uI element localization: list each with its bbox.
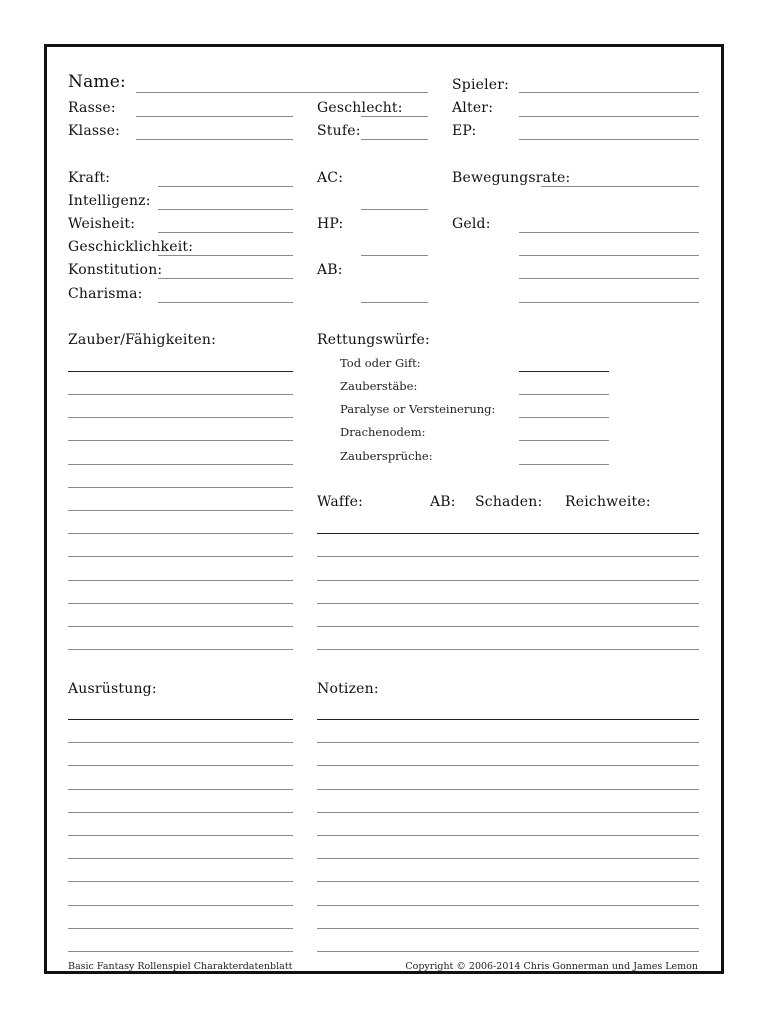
zauber-line[interactable] xyxy=(68,417,293,418)
save-label: Zauberstäbe: xyxy=(340,379,418,393)
zauber-title: Zauber/Fähigkeiten: xyxy=(68,332,217,348)
save-field[interactable] xyxy=(519,464,609,465)
footer-copyright: Copyright © 2006-2014 Chris Gonnerman und James Lemon xyxy=(405,961,698,972)
footer-title: Basic Fantasy Rollenspiel Charakterdatenblatt xyxy=(68,961,293,972)
stufe-field[interactable] xyxy=(361,139,428,140)
name-label: Name: xyxy=(68,72,126,92)
ausruestung-title: Ausrüstung: xyxy=(68,681,157,697)
ep-field[interactable] xyxy=(519,139,699,140)
notizen-line[interactable] xyxy=(317,928,699,929)
zauber-line[interactable] xyxy=(68,626,293,627)
save-label: Tod oder Gift: xyxy=(340,356,421,370)
geschicklichkeit-field[interactable] xyxy=(158,255,293,256)
notizen-line[interactable] xyxy=(317,719,699,720)
kraft-field[interactable] xyxy=(158,186,293,187)
geld-field[interactable] xyxy=(519,278,699,279)
save-field[interactable] xyxy=(519,417,609,418)
intelligenz-label: Intelligenz: xyxy=(68,193,151,209)
weisheit-field[interactable] xyxy=(158,232,293,233)
ausruestung-line[interactable] xyxy=(68,742,293,743)
waffe-line[interactable] xyxy=(317,556,699,557)
reichweite-header: Reichweite: xyxy=(565,494,651,510)
ausruestung-line[interactable] xyxy=(68,951,293,952)
geld-field[interactable] xyxy=(519,232,699,233)
zauber-line[interactable] xyxy=(68,394,293,395)
ausruestung-line[interactable] xyxy=(68,881,293,882)
waffe-line[interactable] xyxy=(317,533,699,534)
notizen-line[interactable] xyxy=(317,881,699,882)
ausruestung-line[interactable] xyxy=(68,719,293,720)
geld-field[interactable] xyxy=(519,255,699,256)
zauber-line[interactable] xyxy=(68,487,293,488)
konstitution-label: Konstitution: xyxy=(68,262,163,278)
ab-field[interactable] xyxy=(361,302,428,303)
name-field[interactable] xyxy=(136,92,428,93)
zauber-line[interactable] xyxy=(68,440,293,441)
ausruestung-line[interactable] xyxy=(68,789,293,790)
ab-label: AB: xyxy=(317,262,343,278)
stufe-label: Stufe: xyxy=(317,123,361,139)
save-label: Paralyse or Versteinerung: xyxy=(340,402,496,416)
weapon-ab-header: AB: xyxy=(430,494,456,510)
geld-label: Geld: xyxy=(452,216,491,232)
notizen-line[interactable] xyxy=(317,765,699,766)
alter-label: Alter: xyxy=(452,100,494,116)
notizen-title: Notizen: xyxy=(317,681,379,697)
notizen-line[interactable] xyxy=(317,789,699,790)
geschlecht-field[interactable] xyxy=(361,116,428,117)
ac-field[interactable] xyxy=(361,209,428,210)
waffe-line[interactable] xyxy=(317,649,699,650)
ac-label: AC: xyxy=(317,170,344,186)
intelligenz-field[interactable] xyxy=(158,209,293,210)
save-label: Zaubersprüche: xyxy=(340,449,433,463)
notizen-line[interactable] xyxy=(317,835,699,836)
notizen-line[interactable] xyxy=(317,951,699,952)
hp-label: HP: xyxy=(317,216,344,232)
charisma-label: Charisma: xyxy=(68,286,143,302)
rasse-label: Rasse: xyxy=(68,100,116,116)
waffe-header: Waffe: xyxy=(317,494,364,510)
kraft-label: Kraft: xyxy=(68,170,111,186)
notizen-line[interactable] xyxy=(317,858,699,859)
zauber-line[interactable] xyxy=(68,649,293,650)
zauber-line[interactable] xyxy=(68,533,293,534)
waffe-line[interactable] xyxy=(317,626,699,627)
spieler-field[interactable] xyxy=(519,92,699,93)
bewegungsrate-label: Bewegungsrate: xyxy=(452,170,571,186)
ausruestung-line[interactable] xyxy=(68,835,293,836)
geschicklichkeit-label: Geschicklichkeit: xyxy=(68,239,194,255)
save-field[interactable] xyxy=(519,440,609,441)
notizen-line[interactable] xyxy=(317,812,699,813)
rettungswuerfe-title: Rettungswürfe: xyxy=(317,332,430,348)
waffe-line[interactable] xyxy=(317,580,699,581)
geschlecht-label: Geschlecht: xyxy=(317,100,403,116)
zauber-line[interactable] xyxy=(68,603,293,604)
ausruestung-line[interactable] xyxy=(68,812,293,813)
schaden-header: Schaden: xyxy=(475,494,543,510)
bewegungsrate-field[interactable] xyxy=(541,186,699,187)
klasse-field[interactable] xyxy=(136,139,293,140)
ep-label: EP: xyxy=(452,123,477,139)
weisheit-label: Weisheit: xyxy=(68,216,136,232)
ausruestung-line[interactable] xyxy=(68,905,293,906)
charisma-field[interactable] xyxy=(158,302,293,303)
konstitution-field[interactable] xyxy=(158,278,293,279)
notizen-line[interactable] xyxy=(317,742,699,743)
alter-field[interactable] xyxy=(519,116,699,117)
hp-field[interactable] xyxy=(361,255,428,256)
klasse-label: Klasse: xyxy=(68,123,121,139)
zauber-line[interactable] xyxy=(68,556,293,557)
save-field[interactable] xyxy=(519,394,609,395)
spieler-label: Spieler: xyxy=(452,77,510,93)
notizen-line[interactable] xyxy=(317,905,699,906)
ausruestung-line[interactable] xyxy=(68,765,293,766)
save-label: Drachenodem: xyxy=(340,425,426,439)
ausruestung-line[interactable] xyxy=(68,858,293,859)
geld-field[interactable] xyxy=(519,302,699,303)
zauber-line[interactable] xyxy=(68,464,293,465)
zauber-line[interactable] xyxy=(68,580,293,581)
zauber-line[interactable] xyxy=(68,510,293,511)
waffe-line[interactable] xyxy=(317,603,699,604)
save-field[interactable] xyxy=(519,371,609,372)
ausruestung-line[interactable] xyxy=(68,928,293,929)
zauber-line[interactable] xyxy=(68,371,293,372)
rasse-field[interactable] xyxy=(136,116,293,117)
